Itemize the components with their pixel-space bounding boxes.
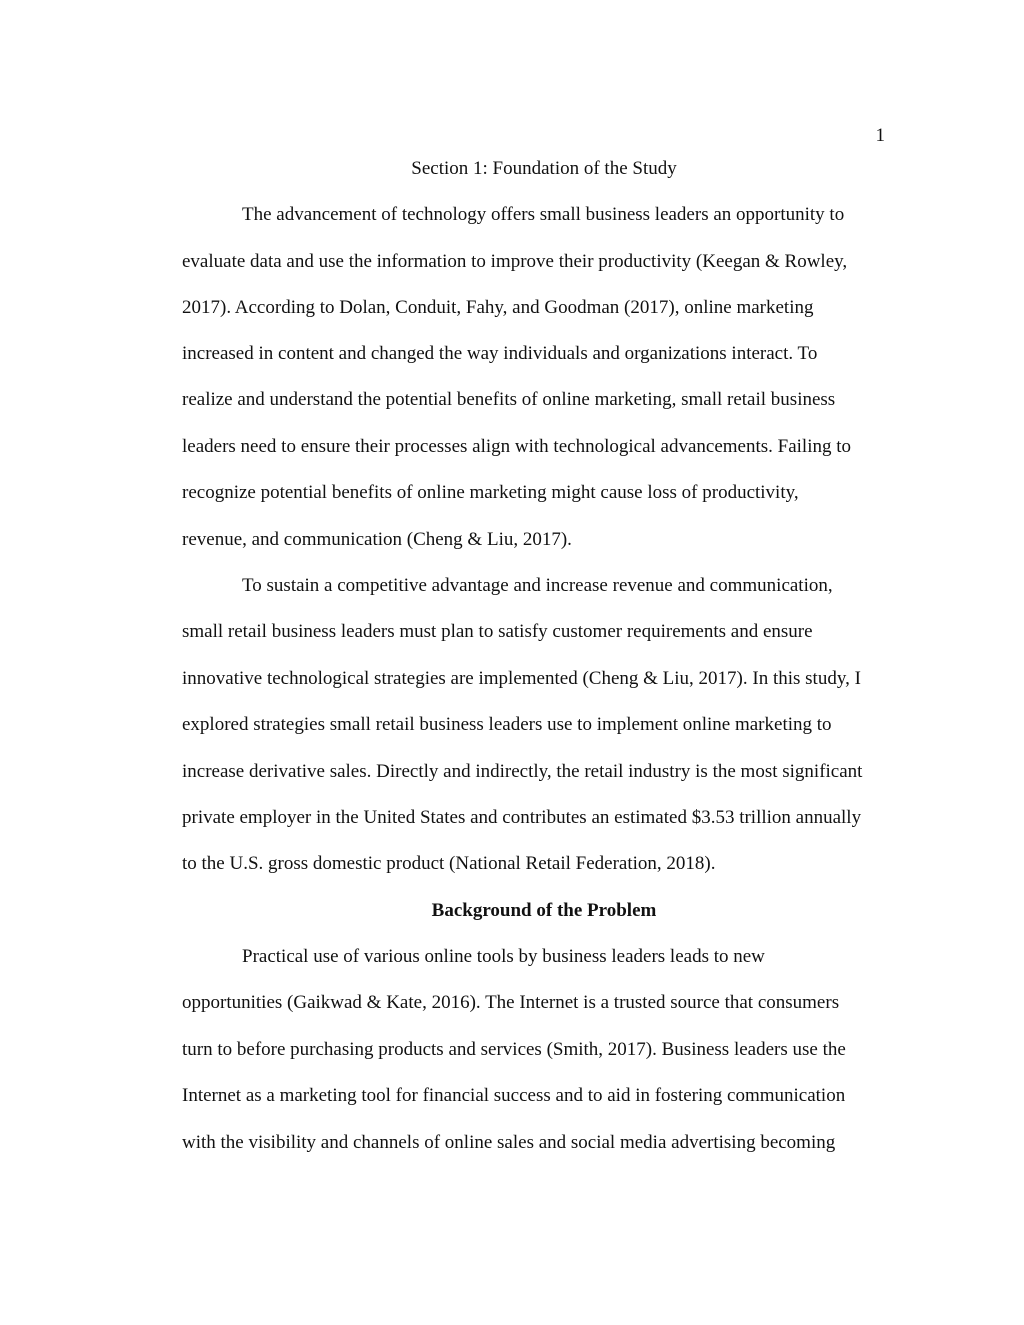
paragraph-line: increased in content and changed the way individuals and organizations interact. To xyxy=(182,343,818,364)
heading-background-of-the-problem: Background of the Problem xyxy=(431,900,657,921)
paragraph-line: increase derivative sales. Directly and indirectly, the retail industry is the most significant xyxy=(182,761,863,782)
paragraph-line: to the U.S. gross domestic product (National Retail Federation, 2018). xyxy=(182,853,716,874)
paragraph-line: recognize potential benefits of online marketing might cause loss of productivity, xyxy=(182,482,799,503)
paragraph-line: private employer in the United States and contributes an estimated $3.53 trillion annually xyxy=(182,807,862,828)
paragraph-line: turn to before purchasing products and services (Smith, 2017). Business leaders use the xyxy=(182,1039,846,1060)
paragraph-line: realize and understand the potential benefits of online marketing, small retail business xyxy=(182,389,836,410)
section-title: Section 1: Foundation of the Study xyxy=(411,158,677,179)
paragraph-line: opportunities (Gaikwad & Kate, 2016). The Internet is a trusted source that consumers xyxy=(182,992,840,1013)
paragraph-line: 2017). According to Dolan, Conduit, Fahy, and Goodman (2017), online marketing xyxy=(182,297,814,318)
paragraph-line: evaluate data and use the information to improve their productivity (Keegan & Rowley, xyxy=(182,251,848,272)
paragraph-line: The advancement of technology offers small business leaders an opportunity to xyxy=(242,204,845,225)
paragraph-line: Internet as a marketing tool for financial success and to aid in fostering communication xyxy=(182,1085,846,1106)
paragraph-line: To sustain a competitive advantage and increase revenue and communication, xyxy=(242,575,833,596)
paragraph-line: with the visibility and channels of online sales and social media advertising becoming xyxy=(182,1132,836,1153)
paragraph-line: leaders need to ensure their processes align with technological advancements. Failing to xyxy=(182,436,852,457)
page-number: 1 xyxy=(875,125,885,146)
paragraph-line: Practical use of various online tools by business leaders leads to new xyxy=(242,946,765,967)
paragraph-line: revenue, and communication (Cheng & Liu, 2017). xyxy=(182,529,572,550)
paragraph-line: small retail business leaders must plan to satisfy customer requirements and ensure xyxy=(182,621,813,642)
paragraph-line: explored strategies small retail business leaders use to implement online marketing to xyxy=(182,714,832,735)
paragraph-line: innovative technological strategies are implemented (Cheng & Liu, 2017). In this study, I xyxy=(182,668,861,689)
